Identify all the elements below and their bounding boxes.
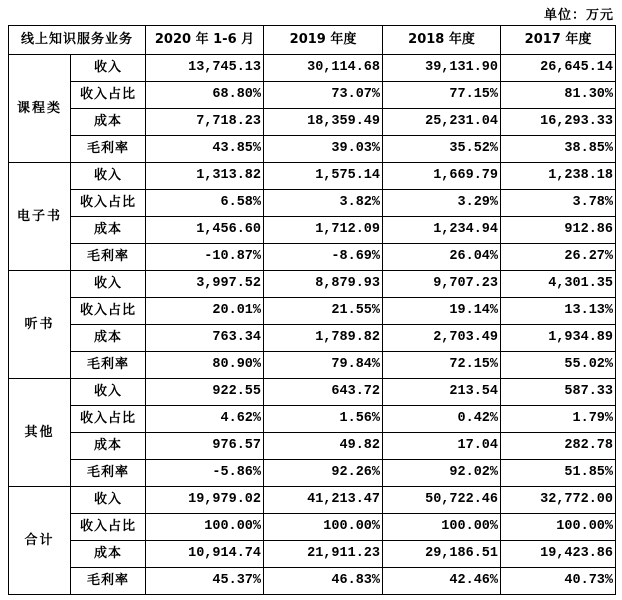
value-cell: 39.03%	[264, 136, 383, 163]
value-cell: 7,718.23	[146, 109, 264, 136]
metric-revenue-share: 收入占比	[71, 190, 146, 217]
table-row	[9, 460, 616, 487]
value-cell: 13,745.13	[146, 55, 264, 82]
metric-gross-margin: 毛利率	[71, 568, 146, 595]
table-row	[9, 379, 616, 406]
value-cell: 19,979.02	[146, 487, 264, 514]
header-row	[9, 26, 616, 55]
table-row	[9, 217, 616, 244]
value-cell: 922.55	[146, 379, 264, 406]
metric-revenue-share: 收入占比	[71, 82, 146, 109]
value-cell: 3,997.52	[146, 271, 264, 298]
value-cell: 100.00%	[501, 514, 616, 541]
table-row	[9, 433, 616, 460]
category-audiobooks: 听书	[9, 271, 71, 379]
table-row	[9, 55, 616, 82]
value-cell: 41,213.47	[264, 487, 383, 514]
value-cell: 0.42%	[383, 406, 501, 433]
value-cell: 25,231.04	[383, 109, 501, 136]
value-cell: 80.90%	[146, 352, 264, 379]
value-cell: 1,313.82	[146, 163, 264, 190]
value-cell: 55.02%	[501, 352, 616, 379]
metric-gross-margin: 毛利率	[71, 460, 146, 487]
value-cell: -8.69%	[264, 244, 383, 271]
value-cell: 40.73%	[501, 568, 616, 595]
table-row	[9, 352, 616, 379]
value-cell: 1.56%	[264, 406, 383, 433]
value-cell: 1,669.79	[383, 163, 501, 190]
value-cell: 643.72	[264, 379, 383, 406]
value-cell: 13.13%	[501, 298, 616, 325]
value-cell: 72.15%	[383, 352, 501, 379]
value-cell: 30,114.68	[264, 55, 383, 82]
metric-gross-margin: 毛利率	[71, 352, 146, 379]
value-cell: 19,423.86	[501, 541, 616, 568]
header-business: 线上知识服务业务	[9, 26, 146, 55]
metric-gross-margin: 毛利率	[71, 244, 146, 271]
value-cell: 32,772.00	[501, 487, 616, 514]
value-cell: 100.00%	[383, 514, 501, 541]
value-cell: 213.54	[383, 379, 501, 406]
value-cell: 587.33	[501, 379, 616, 406]
value-cell: 21.55%	[264, 298, 383, 325]
metric-cost: 成本	[71, 433, 146, 460]
category-ebooks: 电子书	[9, 163, 71, 271]
metric-revenue-share: 收入占比	[71, 514, 146, 541]
table-row	[9, 568, 616, 595]
metric-revenue-share: 收入占比	[71, 298, 146, 325]
value-cell: 1,789.82	[264, 325, 383, 352]
header-2017: 2017 年度	[501, 26, 616, 55]
value-cell: 49.82	[264, 433, 383, 460]
header-2019: 2019 年度	[264, 26, 383, 55]
value-cell: 1.79%	[501, 406, 616, 433]
value-cell: 18,359.49	[264, 109, 383, 136]
value-cell: 976.57	[146, 433, 264, 460]
table-row	[9, 325, 616, 352]
value-cell: 92.02%	[383, 460, 501, 487]
value-cell: 68.80%	[146, 82, 264, 109]
table-row	[9, 109, 616, 136]
metric-cost: 成本	[71, 217, 146, 244]
metric-cost: 成本	[71, 109, 146, 136]
header-2020h1: 2020 年 1-6 月	[146, 26, 264, 55]
value-cell: 2,703.49	[383, 325, 501, 352]
value-cell: 17.04	[383, 433, 501, 460]
value-cell: 26.04%	[383, 244, 501, 271]
metric-revenue: 收入	[71, 163, 146, 190]
table-row	[9, 541, 616, 568]
value-cell: 1,456.60	[146, 217, 264, 244]
value-cell: 20.01%	[146, 298, 264, 325]
value-cell: 3.29%	[383, 190, 501, 217]
value-cell: 77.15%	[383, 82, 501, 109]
value-cell: 42.46%	[383, 568, 501, 595]
table-row	[9, 244, 616, 271]
value-cell: 19.14%	[383, 298, 501, 325]
value-cell: 8,879.93	[264, 271, 383, 298]
value-cell: 79.84%	[264, 352, 383, 379]
value-cell: 100.00%	[146, 514, 264, 541]
table-row	[9, 163, 616, 190]
value-cell: 1,234.94	[383, 217, 501, 244]
table-row	[9, 406, 616, 433]
table-row	[9, 298, 616, 325]
value-cell: 9,707.23	[383, 271, 501, 298]
value-cell: 81.30%	[501, 82, 616, 109]
value-cell: 39,131.90	[383, 55, 501, 82]
table-row	[9, 82, 616, 109]
value-cell: 73.07%	[264, 82, 383, 109]
value-cell: 100.00%	[264, 514, 383, 541]
metric-revenue-share: 收入占比	[71, 406, 146, 433]
table-row	[9, 190, 616, 217]
value-cell: 51.85%	[501, 460, 616, 487]
value-cell: 26,645.14	[501, 55, 616, 82]
value-cell: 50,722.46	[383, 487, 501, 514]
category-courses: 课程类	[9, 55, 71, 163]
value-cell: 1,712.09	[264, 217, 383, 244]
value-cell: 26.27%	[501, 244, 616, 271]
value-cell: 29,186.51	[383, 541, 501, 568]
metric-cost: 成本	[71, 541, 146, 568]
value-cell: 3.82%	[264, 190, 383, 217]
metric-cost: 成本	[71, 325, 146, 352]
value-cell: 21,911.23	[264, 541, 383, 568]
value-cell: 92.26%	[264, 460, 383, 487]
value-cell: 10,914.74	[146, 541, 264, 568]
metric-revenue: 收入	[71, 271, 146, 298]
value-cell: 46.83%	[264, 568, 383, 595]
value-cell: 16,293.33	[501, 109, 616, 136]
header-2018: 2018 年度	[383, 26, 501, 55]
value-cell: 1,934.89	[501, 325, 616, 352]
value-cell: 35.52%	[383, 136, 501, 163]
unit-label: 单位：万元	[543, 8, 614, 23]
value-cell: 3.78%	[501, 190, 616, 217]
metric-gross-margin: 毛利率	[71, 136, 146, 163]
value-cell: 4,301.35	[501, 271, 616, 298]
financial-table	[8, 25, 616, 595]
metric-revenue: 收入	[71, 379, 146, 406]
value-cell: 1,575.14	[264, 163, 383, 190]
table-row	[9, 136, 616, 163]
metric-revenue: 收入	[71, 55, 146, 82]
category-total: 合计	[9, 487, 71, 595]
table-row	[9, 514, 616, 541]
value-cell: 43.85%	[146, 136, 264, 163]
value-cell: 4.62%	[146, 406, 264, 433]
value-cell: -10.87%	[146, 244, 264, 271]
value-cell: 38.85%	[501, 136, 616, 163]
value-cell: 45.37%	[146, 568, 264, 595]
table-row	[9, 271, 616, 298]
value-cell: 6.58%	[146, 190, 264, 217]
table-row	[9, 487, 616, 514]
value-cell: -5.86%	[146, 460, 264, 487]
category-other: 其他	[9, 379, 71, 487]
value-cell: 763.34	[146, 325, 264, 352]
metric-revenue: 收入	[71, 487, 146, 514]
value-cell: 912.86	[501, 217, 616, 244]
value-cell: 282.78	[501, 433, 616, 460]
value-cell: 1,238.18	[501, 163, 616, 190]
